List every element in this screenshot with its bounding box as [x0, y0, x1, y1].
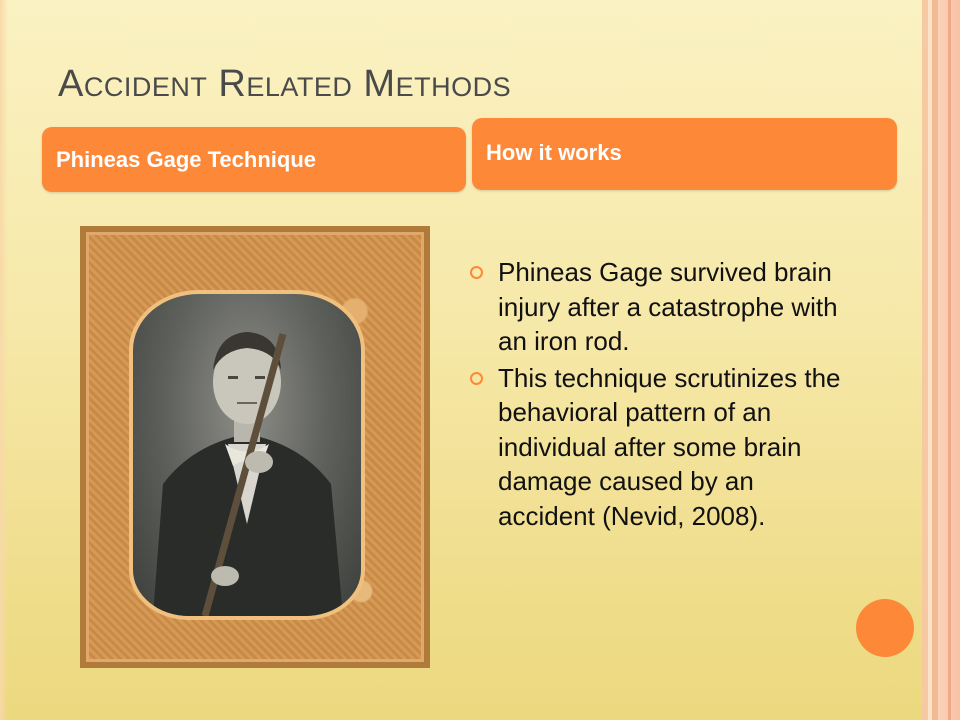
bullet-list: [470, 255, 850, 535]
bullet-ring-icon: [470, 372, 483, 385]
bullet-ring-icon: [470, 266, 483, 279]
portrait-photo: [129, 290, 365, 620]
orange-circle-decoration: [856, 599, 914, 657]
bullet-text: This technique scrutinizes the behavioral pattern of an individual after some brain damage caused by an accident (Nevid, 2008).: [498, 362, 841, 531]
header-phineas-gage-technique: Phineas Gage Technique: [42, 127, 466, 192]
bullet-text: Phineas Gage survived brain injury after a catastrophe with an iron rod.: [498, 257, 838, 356]
bullet-item: [470, 255, 850, 359]
slide-title: Accident Related Methods: [58, 63, 512, 105]
bullet-item: [470, 361, 850, 534]
left-edge-decoration: [0, 0, 8, 720]
ornate-frame-border: [86, 232, 424, 662]
portrait-illustration: [133, 294, 361, 616]
daguerreotype-frame: [80, 226, 430, 668]
header-how-it-works: How it works: [472, 118, 897, 190]
edge-stripe: [948, 0, 951, 720]
